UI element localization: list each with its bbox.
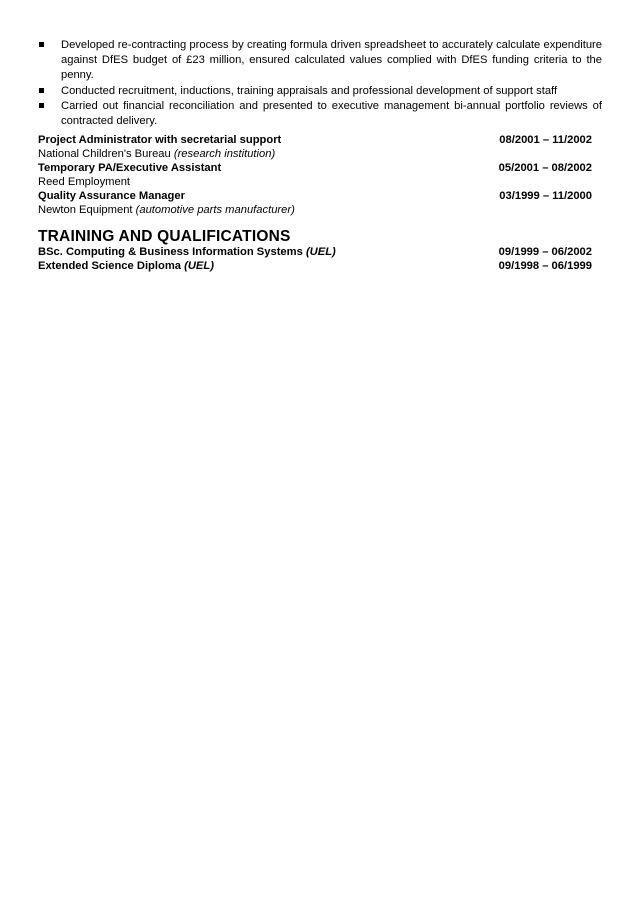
qualification-title <box>38 245 336 259</box>
org-name: Newton Equipment <box>38 204 133 216</box>
role-title: Project Administrator with secretarial support <box>38 134 282 146</box>
role-header <box>38 189 598 203</box>
square-bullet-icon <box>39 42 44 47</box>
list-item <box>38 84 602 99</box>
qualification-institution: (UEL) <box>184 260 214 272</box>
role-dates: 05/2001 – 08/2002 <box>498 162 592 174</box>
section-heading-training: TRAINING AND QUALIFICATIONS <box>38 228 291 245</box>
role-organisation <box>38 147 598 161</box>
qualification-institution: (UEL) <box>305 246 336 258</box>
qualification-title <box>38 259 214 273</box>
bullet-text: Developed re-contracting process by creating formula driven spreadsheet to accurately calculate expenditure against DfES budget of £23 million, ensured calculated values complied with DfES funding criteria to the penny. <box>61 39 602 82</box>
square-bullet-icon <box>39 103 44 108</box>
role-title: Temporary PA/Executive Assistant <box>38 162 222 174</box>
qualifications-list <box>38 245 598 273</box>
square-bullet-icon <box>39 88 44 93</box>
bullet-text: Carried out financial reconciliation and presented to executive management bi-annual portfolio reviews of contracted delivery. <box>61 99 602 128</box>
qualification-entry <box>38 259 598 273</box>
role-dates: 03/1999 – 11/2000 <box>499 190 592 202</box>
role-organisation <box>38 175 598 189</box>
role-entry <box>38 133 598 161</box>
achievement-list <box>38 38 602 129</box>
org-description: (research institution) <box>173 148 276 160</box>
qualification-name: Extended Science Diploma <box>38 260 181 272</box>
role-header <box>38 161 598 175</box>
qualification-dates: 09/1998 – 06/1999 <box>498 260 592 272</box>
qualification-entry <box>38 245 598 259</box>
qualification-name: BSc. Computing & Business Information Systems <box>38 246 303 258</box>
role-dates: 08/2001 – 11/2002 <box>499 134 592 146</box>
org-description: (automotive parts manufacturer) <box>135 204 295 216</box>
list-item <box>38 99 602 129</box>
bullet-text: Conducted recruitment, inductions, training appraisals and professional development of support staff <box>61 84 558 97</box>
org-name: Reed Employment <box>38 176 131 188</box>
role-header <box>38 133 598 147</box>
list-item <box>38 38 602 84</box>
role-organisation <box>38 203 598 217</box>
employment-history <box>38 133 598 217</box>
role-title: Quality Assurance Manager <box>38 190 185 202</box>
role-entry <box>38 161 598 189</box>
qualification-dates: 09/1999 – 06/2002 <box>498 246 592 258</box>
role-entry <box>38 189 598 217</box>
org-name: National Children's Bureau <box>38 148 171 160</box>
